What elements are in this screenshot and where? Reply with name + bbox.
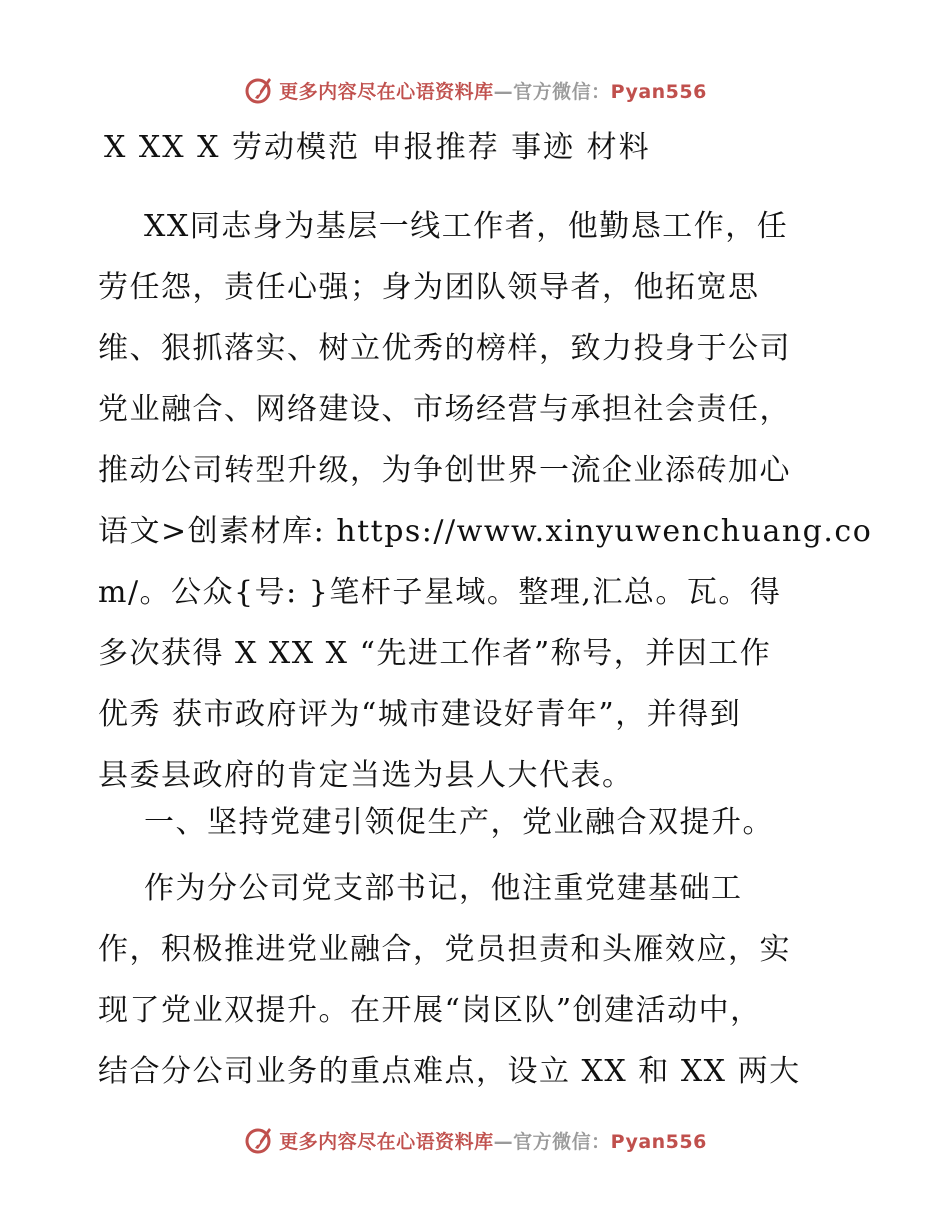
- section-heading-1: [98, 792, 858, 853]
- paragraph-line: 语文>创素材库: https://www.xinyuwenchuang.co: [98, 514, 873, 549]
- paragraph-line: 作，积极推进党业融合，党员担责和头雁效应，实: [98, 932, 791, 967]
- header-watermark-banner: [0, 70, 950, 110]
- section-heading-text: 一、坚持党建引领促生产，党业融合双提升。: [144, 805, 774, 840]
- paragraph-line: 作为分公司党支部书记，他注重党建基础工: [144, 871, 743, 906]
- banner-main-text: 更多内容尽在心语资料库: [279, 80, 494, 103]
- banner-separator-text: —官方微信：: [493, 80, 611, 103]
- banner-main-text: 更多内容尽在心语资料库: [279, 1130, 494, 1153]
- document-title: X XX X 劳动模范 申报推荐 事迹 材料: [104, 130, 651, 165]
- paragraph-line: 县委县政府的肯定当选为县人大代表。: [98, 758, 634, 793]
- paragraph-line: XX同志身为基层一线工作者，他勤恳工作，任: [144, 209, 789, 244]
- paragraph-line: 多次获得 X XX X “先进工作者”称号，并因工作: [98, 636, 772, 671]
- paragraph-line: 维、狠抓落实、树立优秀的榜样，致力投身于公司: [98, 331, 791, 366]
- banner-separator-text: —官方微信：: [493, 1130, 611, 1153]
- paragraph-line: 结合分公司业务的重点难点，设立 XX 和 XX 两大: [98, 1054, 801, 1089]
- paragraph-1: [98, 196, 873, 806]
- quill-logo-icon: [243, 1124, 275, 1156]
- paragraph-line: 党业融合、网络建设、市场经营与承担社会责任，: [98, 392, 791, 427]
- paragraph-line: 优秀 获市政府评为“城市建设好青年”，并得到: [98, 697, 742, 732]
- banner-id-text: Pyan556: [610, 1130, 707, 1153]
- paragraph-line: 推动公司转型升级，为争创世界一流企业添砖加心: [98, 453, 791, 488]
- paragraph-2: [98, 858, 858, 1102]
- footer-watermark-banner: [0, 1120, 950, 1160]
- paragraph-line: 现了党业双提升。在开展“岗区队”创建活动中，: [98, 993, 762, 1028]
- paragraph-line: m/。公众{号: }笔杆子星域。整理,汇总。瓦。得: [98, 575, 782, 610]
- paragraph-line: 劳任怨，责任心强；身为团队领导者，他拓宽思: [98, 270, 760, 305]
- banner-id-text: Pyan556: [610, 80, 707, 103]
- quill-logo-icon: [243, 74, 275, 106]
